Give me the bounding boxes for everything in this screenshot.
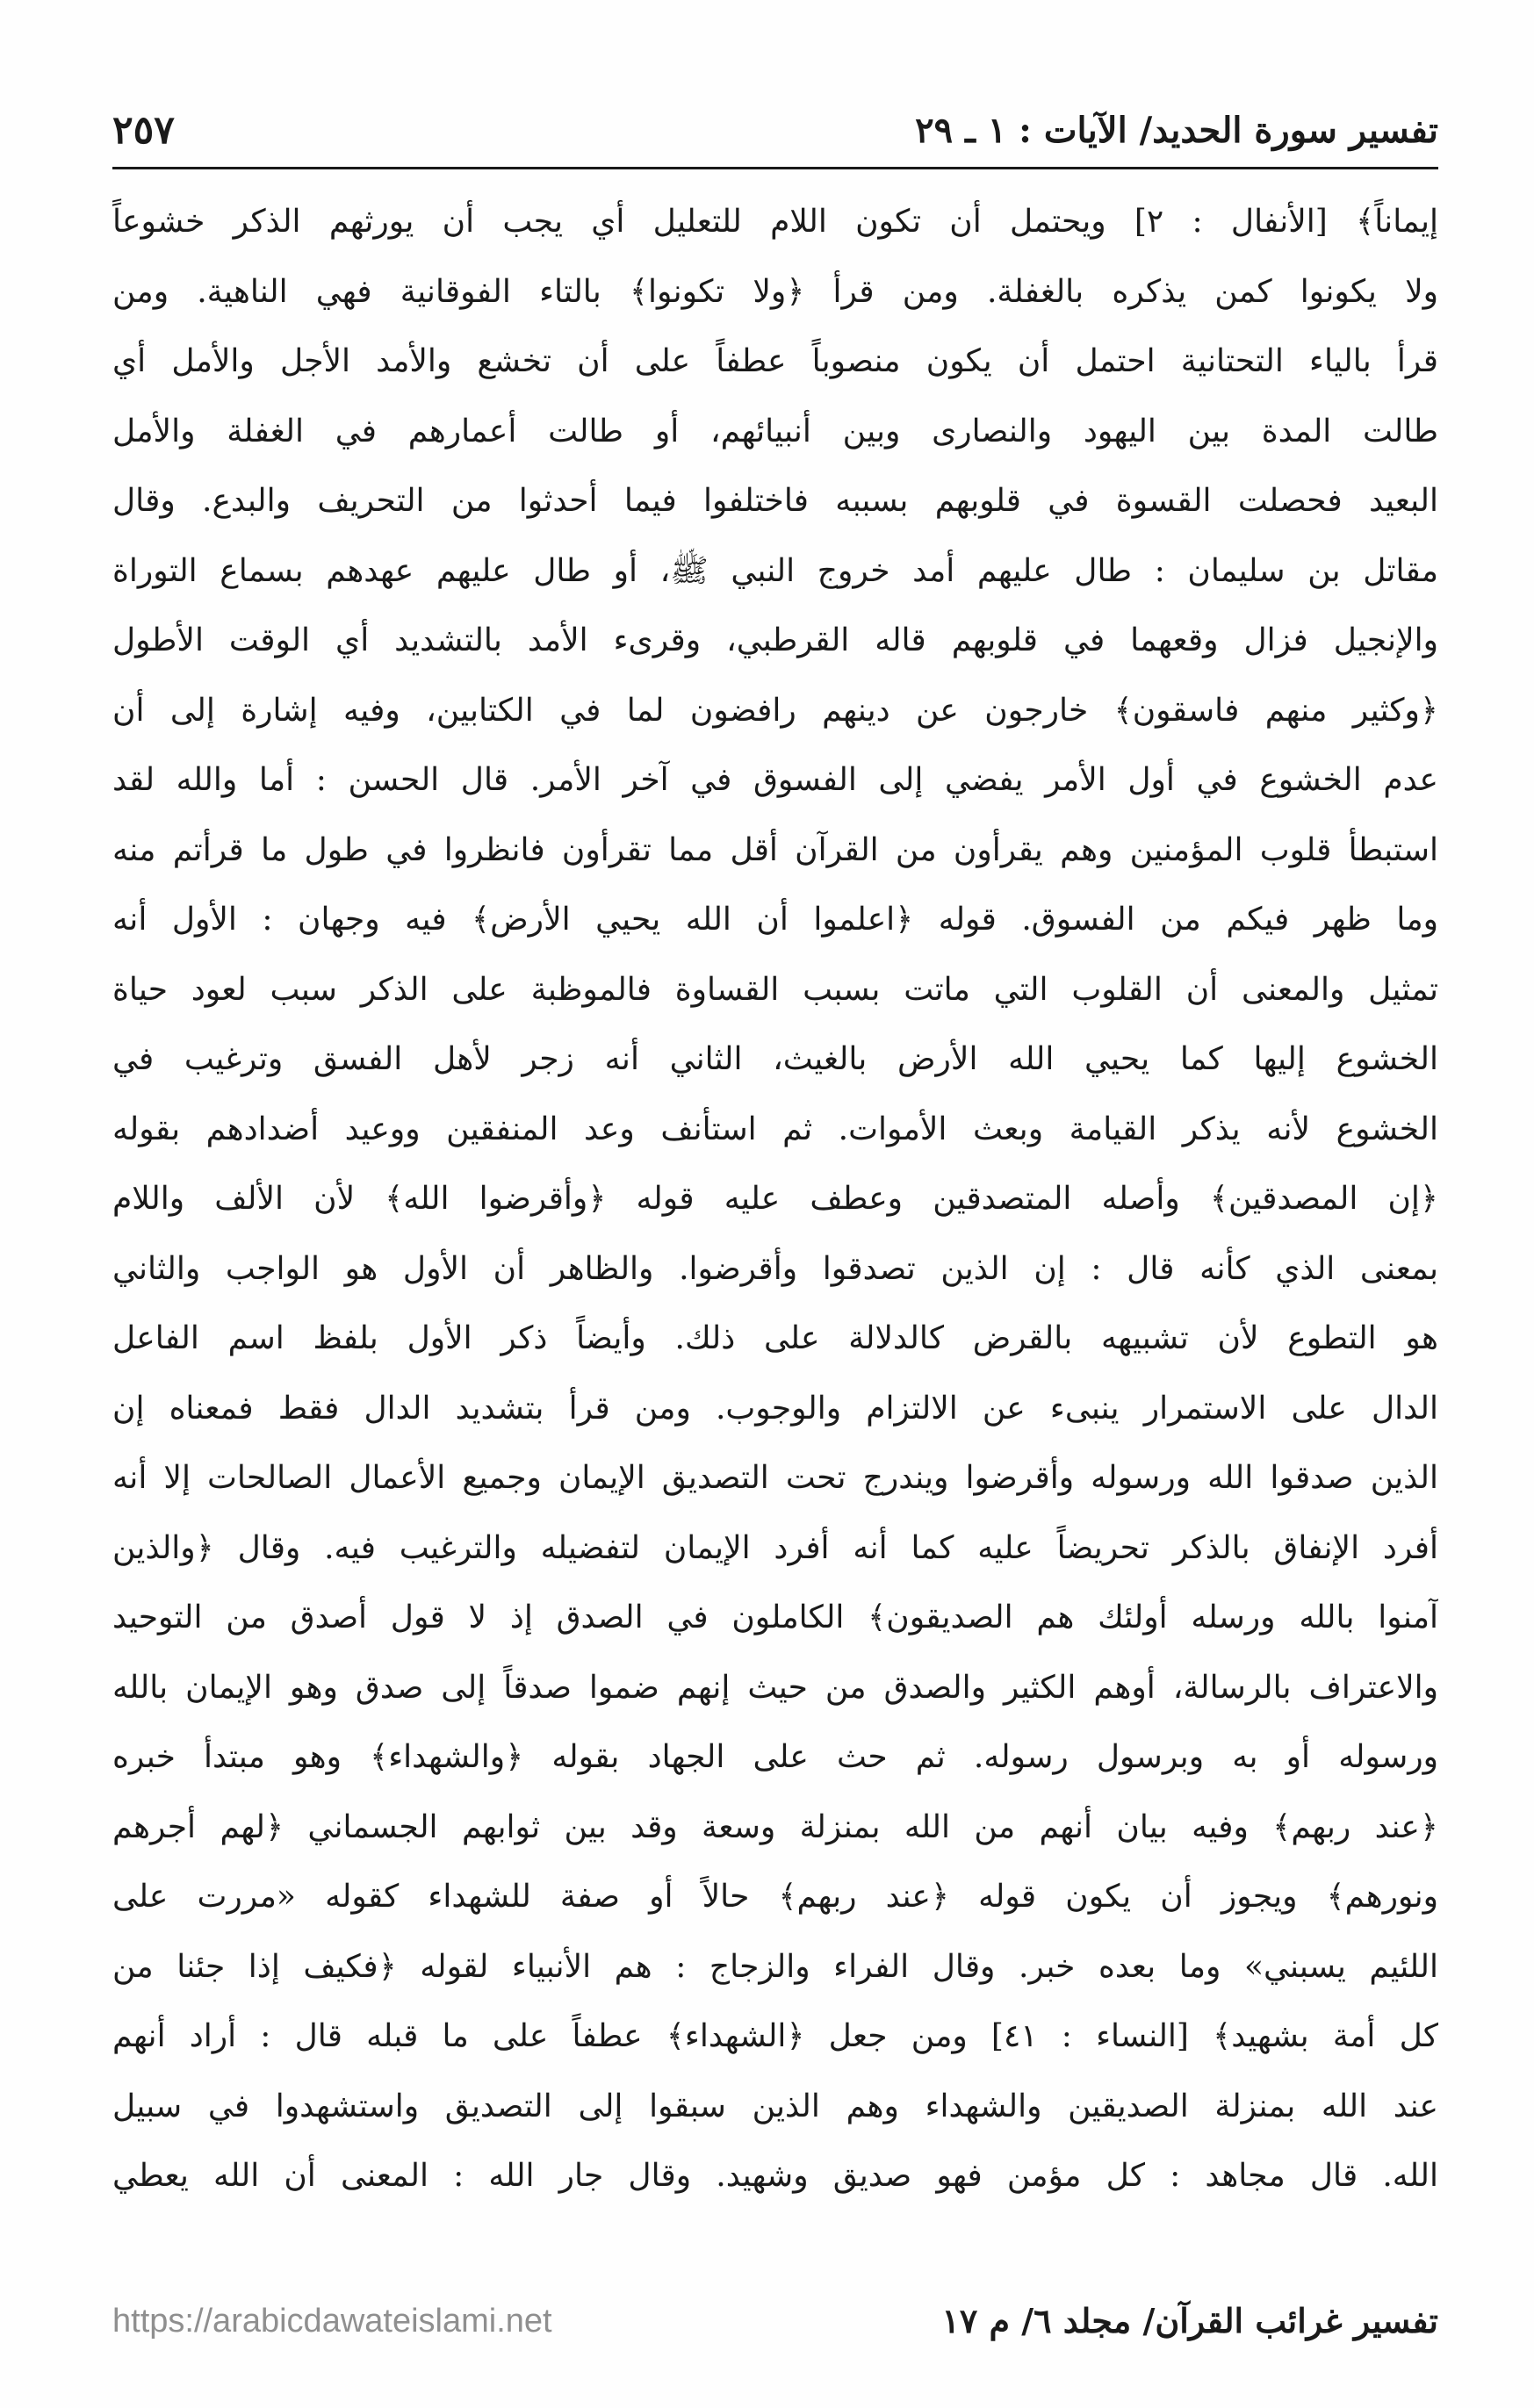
text-line: الدال على الاستمرار ينبىء عن الالتزام والوجوب. ومن قرأ بتشديد الدال فقط فمعناه إن xyxy=(112,1390,1438,1427)
page-footer xyxy=(112,2295,1438,2347)
text-line: استبطأ قلوب المؤمنين وهم يقرأون من القرآن أقل مما تقرأون فانظروا في طول ما قرأتم منه xyxy=(112,831,1438,868)
text-line: مقاتل بن سليمان : طال عليهم أمد خروج النبي ﷺ، أو طال عليهم عهدهم بسماع التوراة xyxy=(112,552,1438,589)
text-line: البعيد فحصلت القسوة في قلوبهم بسببه فاختلفوا فيما أحدثوا من التحريف والبدع. وقال xyxy=(112,483,1438,519)
running-title: تفسير سورة الحديد/ الآيات : ١ ـ ٢٩ xyxy=(915,110,1438,151)
text-line: كل أمة بشهيد﴾ [النساء : ٤١] ومن جعل ﴿الشهداء﴾ عطفاً على ما قبله قال : أراد أنهم xyxy=(112,2018,1438,2054)
text-line: اللئيم يسبني» وما بعده خبر. وقال الفراء والزجاج : هم الأنبياء لقوله ﴿فكيف إذا جئنا من xyxy=(112,1948,1438,1985)
text-line: إيماناً﴾ [الأنفال : ٢] ويحتمل أن تكون اللام للتعليل أي يجب أن يورثهم الذكر خشوعاً xyxy=(112,204,1438,240)
header-rule xyxy=(112,167,1438,169)
text-line: عدم الخشوع في أول الأمر يفضي إلى الفسوق في آخر الأمر. قال الحسن : أما والله لقد xyxy=(112,762,1438,798)
text-line: ونورهم﴾ ويجوز أن يكون قوله ﴿عند ربهم﴾ حالاً أو صفة للشهداء كقوله «مررت على xyxy=(112,1879,1438,1915)
text-line: ﴿عند ربهم﴾ وفيه بيان أنهم من الله بمنزلة وسعة وقد بين ثوابهم الجسماني ﴿لهم أجرهم xyxy=(112,1808,1438,1845)
text-line: بمعنى الذي كأنه قال : إن الذين تصدقوا وأقرضوا. والظاهر أن الأول هو الواجب والثاني xyxy=(112,1250,1438,1287)
text-line: ولا يكونوا كمن يذكره بالغفلة. ومن قرأ ﴿ولا تكونوا﴾ بالتاء الفوقانية فهي الناهية. ومن xyxy=(112,273,1438,310)
text-line: آمنوا بالله ورسله أولئك هم الصديقون﴾ الكاملون في الصدق إذ لا قول أصدق من التوحيد xyxy=(112,1599,1438,1635)
text-line: ورسوله أو به وبرسول رسوله. ثم حث على الجهاد بقوله ﴿والشهداء﴾ وهو مبتدأ خبره xyxy=(112,1739,1438,1775)
text-line: الذين صدقوا الله ورسوله وأقرضوا ويندرج تحت التصديق الإيمان وجميع الأعمال الصالحات إلا أنه xyxy=(112,1460,1438,1496)
text-line: الخشوع لأنه يذكر القيامة وبعث الأموات. ثم استأنف وعد المنفقين ووعيد أضدادهم بقوله xyxy=(112,1111,1438,1147)
text-line: عند الله بمنزلة الصديقين والشهداء وهم الذين سبقوا إلى التصديق واستشهدوا في سبيل xyxy=(112,2088,1438,2124)
text-line: هو التطوع لأن تشبيهه بالقرض كالدلالة على ذلك. وأيضاً ذكر الأول بلفظ اسم الفاعل xyxy=(112,1320,1438,1356)
text-line: ﴿وكثير منهم فاسقون﴾ خارجون عن دينهم رافضون لما في الكتابين، وفيه إشارة إلى أن xyxy=(112,692,1438,729)
watermark-url[interactable]: https://arabicdawateislami.net xyxy=(112,2303,552,2340)
page-header xyxy=(112,104,1438,158)
text-line: والإنجيل فزال وقعهما في قلوبهم قاله القرطبي، وقرىء الأمد بالتشديد أي الوقت الأطول xyxy=(112,622,1438,658)
text-line: قرأ بالياء التحتانية احتمل أن يكون منصوباً عطفاً على أن تخشع والأمد الأجل والأمل أي xyxy=(112,343,1438,379)
text-line: طالت المدة بين اليهود والنصارى وبين أنبيائهم، أو طالت أعمارهم في الغفلة والأمل xyxy=(112,413,1438,449)
text-line: الخشوع إليها كما يحيي الله الأرض بالغيث، الثاني أنه زجر لأهل الفسق وترغيب في xyxy=(112,1041,1438,1077)
text-line: وما ظهر فيكم من الفسوق. قوله ﴿اعلموا أن الله يحيي الأرض﴾ فيه وجهان : الأول أنه xyxy=(112,902,1438,938)
text-line: الله. قال مجاهد : كل مؤمن فهو صديق وشهيد. وقال جار الله : المعنى أن الله يعطي xyxy=(112,2158,1438,2194)
source-reference: تفسير غرائب القرآن/ مجلد ٦/ م ١٧ xyxy=(941,2301,1438,2340)
body-text xyxy=(112,187,1438,2211)
text-line: والاعتراف بالرسالة، أوهم الكثير والصدق من حيث إنهم ضموا صدقاً إلى صدق وهو الإيمان بالله xyxy=(112,1669,1438,1706)
text-line: أفرد الإنفاق بالذكر تحريضاً عليه كما أنه أفرد الإيمان لتفضيله والترغيب فيه. وقال ﴿والذين xyxy=(112,1529,1438,1566)
page-number: ٢٥٧ xyxy=(112,108,175,153)
text-line: ﴿إن المصدقين﴾ وأصله المتصدقين وعطف عليه قوله ﴿وأقرضوا الله﴾ لأن الألف واللام xyxy=(112,1181,1438,1217)
text-line: تمثيل والمعنى أن القلوب التي ماتت بسبب القساوة فالموظبة على الذكر سبب لعود حياة xyxy=(112,971,1438,1008)
